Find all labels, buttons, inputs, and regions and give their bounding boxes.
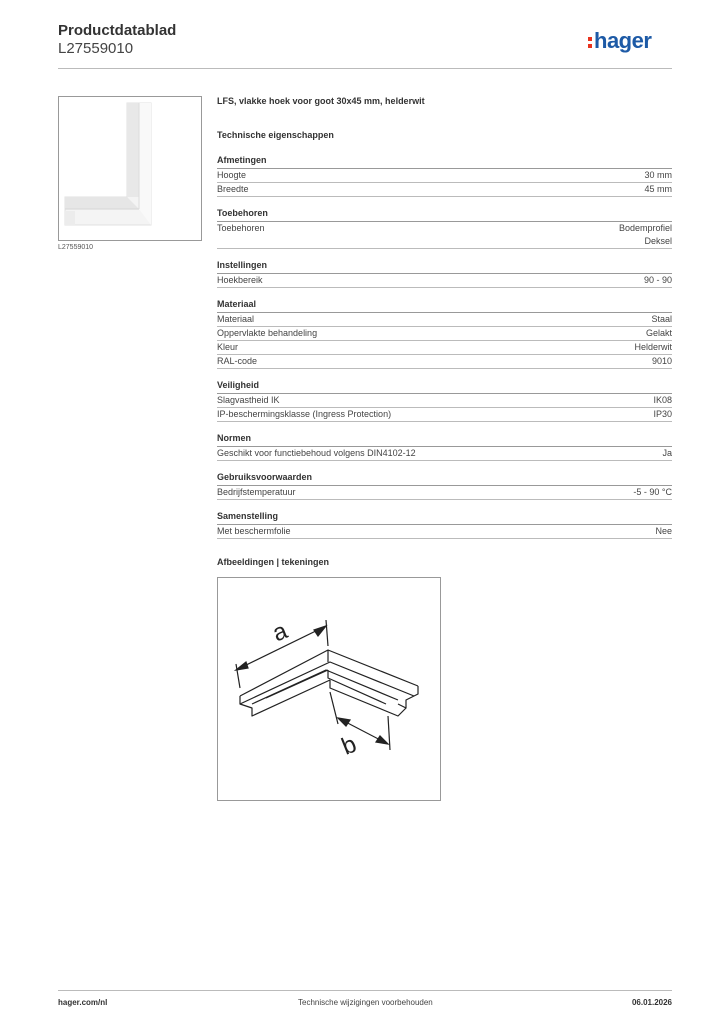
spec-group-toebehoren bbox=[217, 208, 672, 249]
spec-value: 90 - 90 bbox=[643, 275, 672, 285]
spec-label: IP-beschermingsklasse (Ingress Protection) bbox=[217, 409, 392, 419]
spec-row bbox=[217, 394, 672, 408]
spec-row bbox=[217, 313, 672, 327]
spec-value: Deksel bbox=[644, 236, 672, 246]
spec-group-normen bbox=[217, 433, 672, 461]
spec-label: Met beschermfolie bbox=[217, 526, 291, 536]
spec-group-title: Gebruiksvoorwaarden bbox=[217, 472, 672, 486]
footer-date: 06.01.2026 bbox=[631, 998, 672, 1007]
footer-notice: Technische wijzigingen voorbehouden bbox=[298, 998, 433, 1007]
spec-value: Ja bbox=[662, 448, 672, 458]
product-image bbox=[58, 96, 202, 241]
spec-group-afmetingen bbox=[217, 155, 672, 197]
footer-website-link[interactable]: hager.com/nl bbox=[58, 998, 108, 1007]
spec-label: Geschikt voor functiebehoud volgens DIN4102-12 bbox=[217, 448, 416, 458]
product-description: LFS, vlakke hoek voor goot 30x45 mm, helderwit bbox=[217, 96, 425, 106]
dimension-label-a: a bbox=[268, 617, 292, 648]
product-code: L27559010 bbox=[58, 40, 134, 57]
logo-text: hager bbox=[594, 28, 652, 53]
technical-drawing bbox=[217, 577, 441, 801]
spec-label: Hoekbereik bbox=[217, 275, 263, 285]
spec-value: IK08 bbox=[653, 395, 672, 405]
spec-group-title: Instellingen bbox=[217, 260, 672, 274]
spec-group-samenstelling bbox=[217, 511, 672, 539]
spec-value-multi bbox=[619, 222, 672, 248]
spec-row bbox=[217, 355, 672, 369]
spec-group-veiligheid bbox=[217, 380, 672, 422]
spec-row bbox=[217, 408, 672, 422]
spec-label: RAL-code bbox=[217, 356, 258, 366]
document-title: Productdatablad bbox=[58, 22, 177, 39]
spec-label: Bedrijfstemperatuur bbox=[217, 487, 296, 497]
spec-group-instellingen bbox=[217, 260, 672, 288]
spec-value: 9010 bbox=[651, 356, 672, 366]
spec-row bbox=[217, 525, 672, 539]
spec-group-title: Materiaal bbox=[217, 299, 672, 313]
spec-value: Staal bbox=[651, 314, 672, 324]
spec-group-title: Afmetingen bbox=[217, 155, 672, 169]
spec-value: -5 - 90 °C bbox=[633, 487, 672, 497]
spec-value: 45 mm bbox=[644, 184, 672, 194]
spec-value: 30 mm bbox=[644, 170, 672, 180]
spec-label: Oppervlakte behandeling bbox=[217, 328, 318, 338]
spec-group-title: Veiligheid bbox=[217, 380, 672, 394]
spec-label: Hoogte bbox=[217, 170, 247, 180]
spec-label: Kleur bbox=[217, 342, 239, 352]
technical-properties-title: Technische eigenschappen bbox=[217, 130, 334, 140]
spec-row bbox=[217, 447, 672, 461]
dimension-label-b: b bbox=[337, 730, 361, 761]
spec-label: Breedte bbox=[217, 184, 249, 194]
spec-value: Nee bbox=[655, 526, 672, 536]
spec-row bbox=[217, 183, 672, 197]
spec-group-title: Normen bbox=[217, 433, 672, 447]
document-header bbox=[58, 22, 176, 58]
spec-row bbox=[217, 341, 672, 355]
spec-row bbox=[217, 486, 672, 500]
logo-dots-icon bbox=[588, 35, 593, 49]
image-caption: L27559010 bbox=[58, 244, 94, 251]
spec-value: Helderwit bbox=[634, 342, 672, 352]
spec-value: IP30 bbox=[653, 409, 672, 419]
dimension-drawing-icon bbox=[218, 578, 440, 800]
corner-piece-photo-icon bbox=[59, 97, 201, 240]
spec-label: Slagvastheid IK bbox=[217, 395, 280, 405]
hager-logo[interactable] bbox=[588, 28, 651, 54]
spec-group-title: Toebehoren bbox=[217, 208, 672, 222]
footer-divider bbox=[58, 990, 672, 991]
spec-value: Gelakt bbox=[645, 328, 672, 338]
spec-group-gebruiksvoorwaarden bbox=[217, 472, 672, 500]
spec-value: Bodemprofiel bbox=[618, 223, 672, 233]
spec-group-title: Samenstelling bbox=[217, 511, 672, 525]
product-specifications bbox=[217, 96, 672, 539]
spec-group-materiaal bbox=[217, 299, 672, 369]
header-divider bbox=[58, 68, 672, 69]
spec-row bbox=[217, 327, 672, 341]
spec-label: Toebehoren bbox=[217, 223, 265, 233]
spec-label: Materiaal bbox=[217, 314, 255, 324]
drawings-title: Afbeeldingen | tekeningen bbox=[217, 557, 330, 567]
spec-row bbox=[217, 222, 672, 249]
spec-row bbox=[217, 274, 672, 288]
spec-row bbox=[217, 169, 672, 183]
